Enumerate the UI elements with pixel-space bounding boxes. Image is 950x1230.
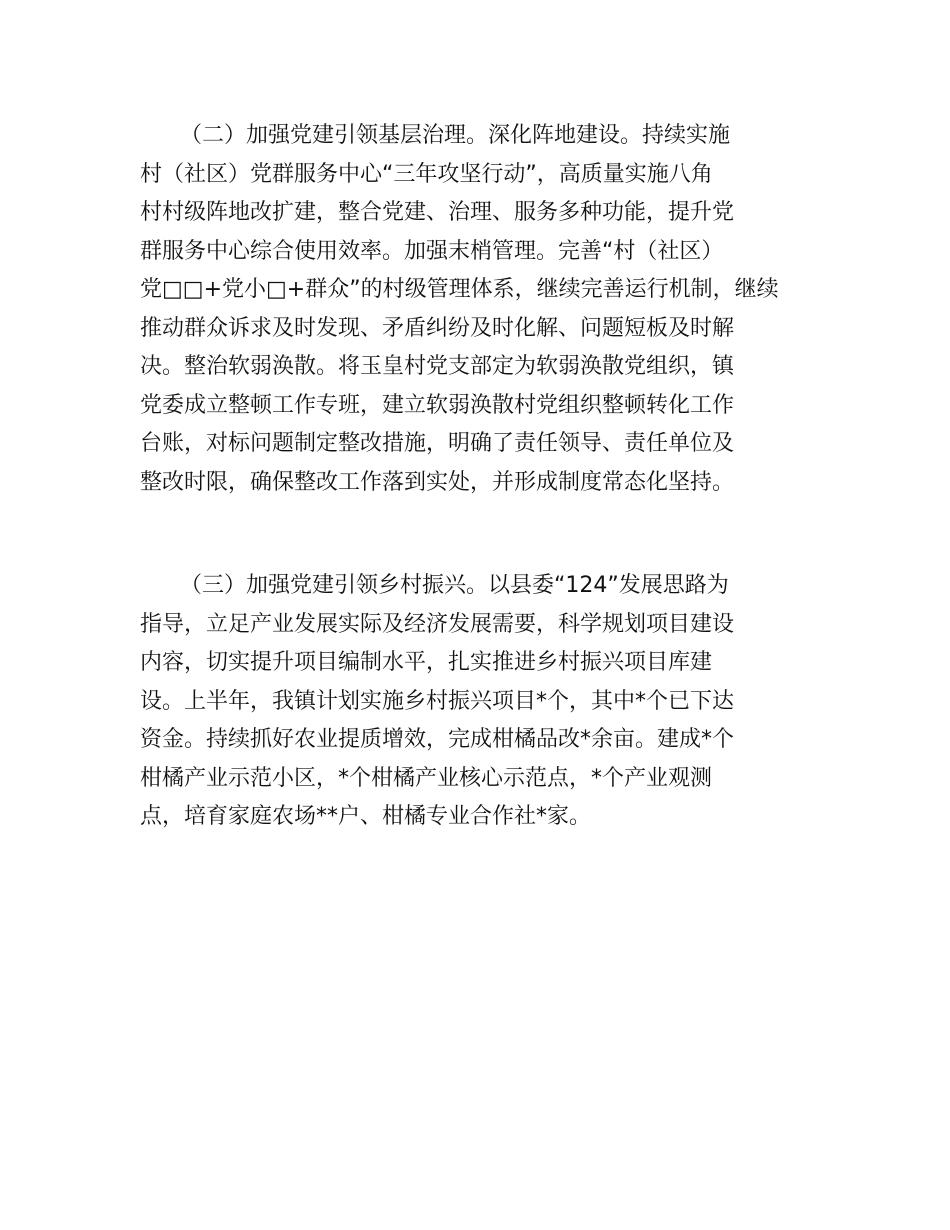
paragraph-rural-revitalization <box>140 567 812 837</box>
text-line: 决。整治软弱涣散。将玉皇村党支部定为软弱涣散党组织，镇 <box>140 354 735 379</box>
text-line: （三）加强党建引领乡村振兴。以县委“124”发展思路为 <box>180 573 729 598</box>
text-line: 整改时限，确保整改工作落到实处，并形成制度常态化坚持。 <box>140 469 735 495</box>
text-line: 村（社区）党群服务中心“三年攻坚行动”，高质量实施八角 <box>140 161 713 187</box>
text-line: 柑橘产业示范小区，*个柑橘产业核心示范点，*个产业观测 <box>140 765 713 791</box>
text-line: 台账，对标问题制定整改措施，明确了责任领导、责任单位及 <box>140 431 735 456</box>
text-line: 设。上半年，我镇计划实施乡村振兴项目*个，其中*个已下达 <box>140 688 735 714</box>
text-line: 资金。持续抓好农业提质增效，完成柑橘品改*余亩。建成*个 <box>140 727 735 752</box>
text-line: （二）加强党建引领基层治理。深化阵地建设。持续实施 <box>180 123 731 148</box>
paragraph-party-building-governance <box>140 117 812 502</box>
text-line: 推动群众诉求及时发现、矛盾纠纷及时化解、问题短板及时解 <box>140 315 735 341</box>
text-line: 内容，切实提升项目编制水平，扎实推进乡村振兴项目库建 <box>140 650 713 675</box>
text-line: 点，培育家庭农场**户、柑橘专业合作社*家。 <box>140 804 592 829</box>
text-line: 村村级阵地改扩建，整合党建、治理、服务多种功能，提升党 <box>140 200 735 225</box>
text-line: 党□□+党小□+群众”的村级管理体系，继续完善运行机制，继续 <box>140 277 779 302</box>
text-line: 指导，立足产业发展实际及经济发展需要，科学规划项目建设 <box>140 611 735 637</box>
text-line: 党委成立整顿工作专班，建立软弱涣散村党组织整顿转化工作 <box>140 392 735 418</box>
text-line: 群服务中心综合使用效率。加强末梢管理。完善“村（社区） <box>140 238 724 264</box>
